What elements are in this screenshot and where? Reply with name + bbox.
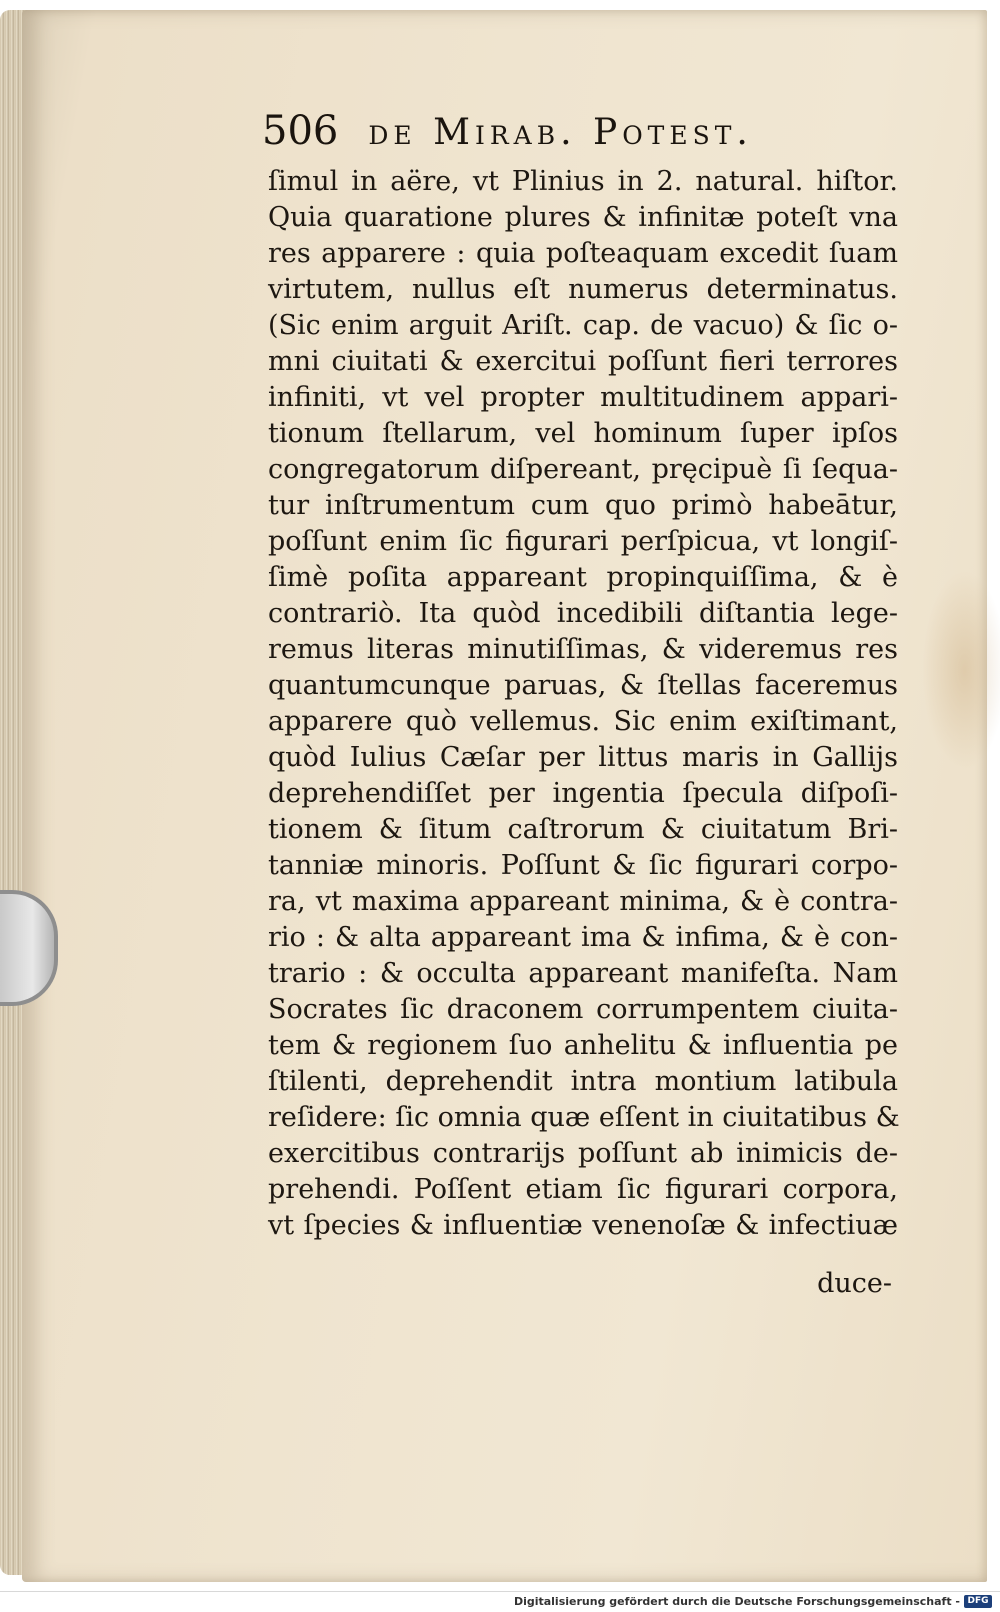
text-line: contrariò. Ita quòd incedibili diſtantia lege- <box>268 598 898 629</box>
text-line: prehendi. Poſſent etiam ſic figurari corpora, <box>268 1174 898 1205</box>
text-line: tem & regionem ſuo anhelitu & influentia pe <box>268 1030 898 1061</box>
text-line: tionem & ſitum caſtrorum & ciuitatum Bri- <box>268 814 898 845</box>
page-number: 506 <box>262 108 339 154</box>
text-line: rio : & alta appareant ima & infima, & è con- <box>268 922 898 953</box>
text-line: tanniæ minoris. Poſſunt & ſic figurari corpo- <box>268 850 898 881</box>
text-line: quantumcunque paruas, & ſtellas faceremus <box>268 670 898 701</box>
text-line: apparere quò vellemus. Sic enim exiſtimant, <box>268 706 898 737</box>
running-head: de Mirab. Potest. <box>368 112 753 153</box>
text-line: deprehendiſſet per ingentia ſpecula diſpoſi- <box>268 778 898 809</box>
text-line: virtutem, nullus eſt numerus determinatus. <box>268 274 898 305</box>
text-line: ſimè poſita appareant propinquiſſima, & è <box>268 562 898 593</box>
text-line: ra, vt maxima appareant minima, & è contra- <box>268 886 898 917</box>
text-line: vt ſpecies & influentiæ venenoſæ & infectiuæ <box>268 1210 898 1241</box>
text-line: mni ciuitati & exercitui poſſunt fieri terrores <box>268 346 898 377</box>
digitization-footer <box>0 1591 1000 1612</box>
text-line: infiniti, vt vel propter multitudinem appari- <box>268 382 898 413</box>
text-line: (Sic enim arguit Ariſt. cap. de vacuo) & ſic o- <box>268 310 898 341</box>
text-line: quòd Iulius Cæſar per littus maris in Gallijs <box>268 742 898 773</box>
text-line: res apparere : quia poſteaquam excedit ſuam <box>268 238 898 269</box>
text-line: ſimul in aëre, vt Plinius in 2. natural. hiſtor. <box>268 166 898 197</box>
text-line: remus literas minutiſſimas, & videremus res <box>268 634 898 665</box>
text-line: poſſunt enim ſic figurari perſpicua, vt longiſ- <box>268 526 898 557</box>
text-line: tionum ſtellarum, vel hominum ſuper ipſos <box>268 418 898 449</box>
paper-stain <box>922 570 1000 770</box>
text-line: ſtilenti, deprehendit intra montium latibula <box>268 1066 898 1097</box>
text-line: reſidere: ſic omnia quæ eſſent in ciuitatibus & <box>268 1102 900 1133</box>
catchword: duce- <box>817 1268 892 1299</box>
text-line: congregatorum diſpereant, pręcipuè ſi ſequa- <box>268 454 898 485</box>
dfg-logo-icon: DFG <box>964 1595 992 1608</box>
text-line: tur inſtrumentum cum quo primò habeātur, <box>268 490 898 521</box>
text-line: trario : & occulta appareant manifeſta. Nam <box>268 958 898 989</box>
text-line: Socrates ſic draconem corrumpentem ciuita- <box>268 994 898 1025</box>
body-text <box>268 164 898 1244</box>
footer-credit: Digitalisierung gefördert durch die Deutsche Forschungsgemeinschaft - <box>513 1595 960 1608</box>
page-header <box>262 108 892 160</box>
text-line: Quia quaratione plures & infinitæ poteſt vna <box>268 202 898 233</box>
text-line: exercitibus contrarijs poſſunt ab inimicis de- <box>268 1138 898 1169</box>
